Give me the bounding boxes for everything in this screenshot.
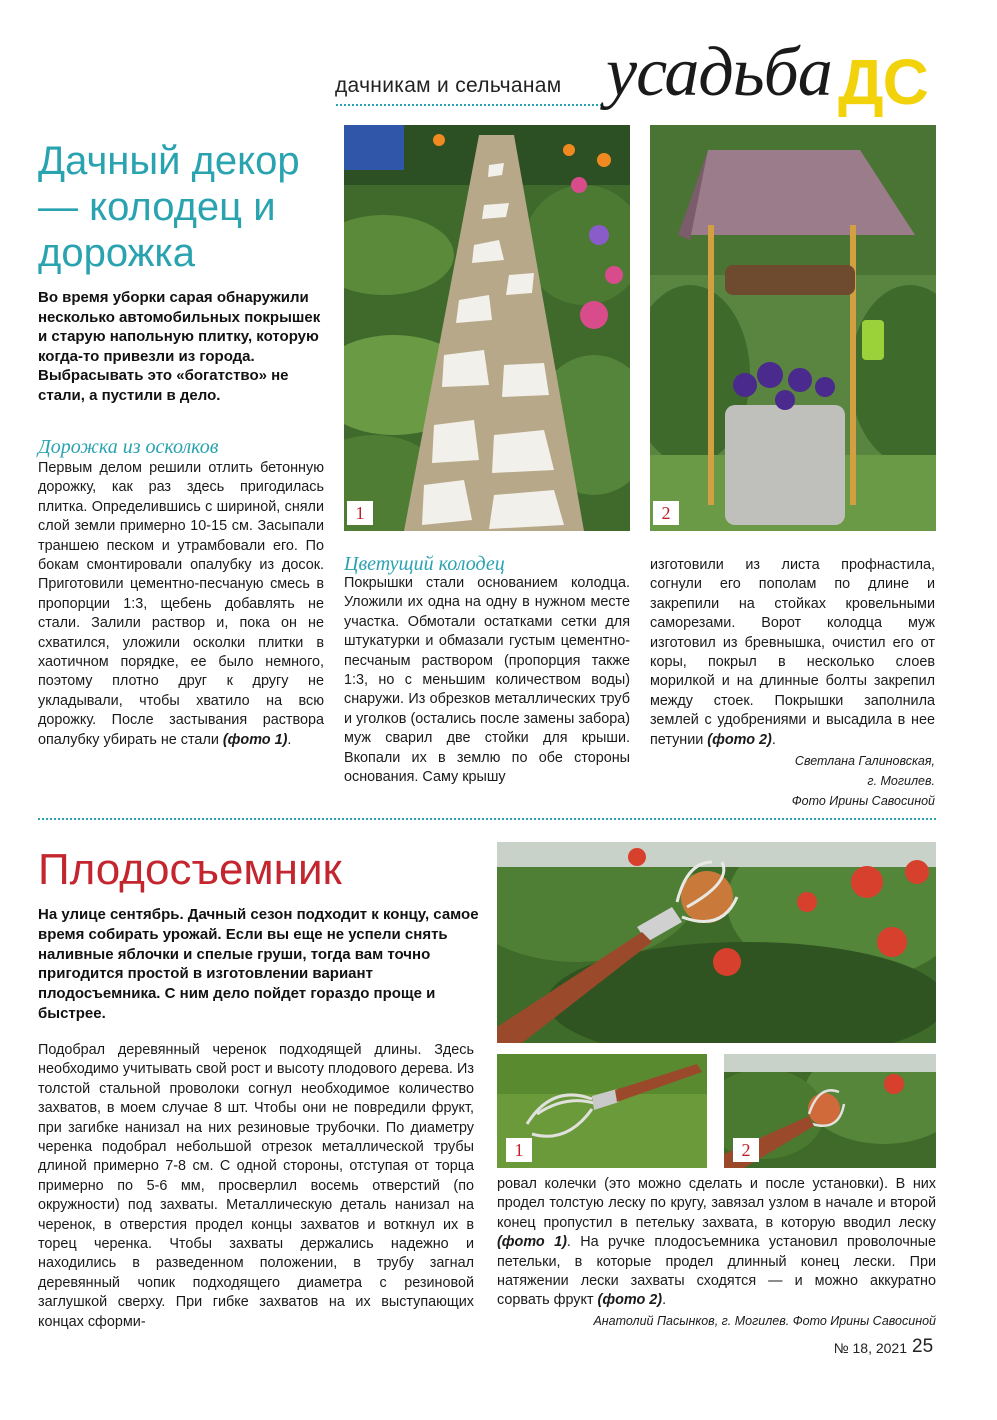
article1-paragraph-path: Первым делом решили отлить бетонную дорожку, как раз здесь пригодилась плитка. Определившись с шириной, сняли слой земли примерно 10-15 см. Засыпали траншею песком и утрамбовали его. По бокам смонтировали опалубку из досок. Приготовили цементно-песчаную смесь в пропорции 1:3, щебень добавлять не стали. Залили раствор и, пока он не схватился, уложили осколки плитки в хаотичном порядке, ее было немного, поэтому плотно друг к другу не укладывали, чтобы хватило на всю дорожку. После застывания раствора опалубку убирать не стали (фото 1). — [38, 460, 324, 748]
article-divider — [38, 818, 936, 820]
article1-paragraph-well: Покрышки стали основанием колодца. Уложили их одна на одну в нужном месте участка. Обмотали остатками сетки для штукатурки и обмазали густым цементно-песчаным раствором (пропорция также 1:3, но с меньшим количеством воды) снаружи. Из обрезков металлических труб и уголков (остались после замены забора) муж сварил две стойки для крыши. Вкопали их в землю по обе стороны основания. Саму крышу — [344, 575, 630, 786]
article1-city: г. Могилев. — [867, 774, 935, 788]
article2-photo1-ref: (фото 1) — [497, 1234, 567, 1251]
photo-flower-well — [650, 125, 936, 531]
article1-subheading-path: Дорожка из осколков — [38, 436, 219, 458]
article1-subheading-well: Цветущий колодец — [344, 553, 505, 575]
article2-paragraph-2 — [497, 1175, 936, 1311]
photo-fruit-picker-apple — [724, 1054, 936, 1168]
photo-fruit-picker-grass — [497, 1054, 707, 1168]
photo2-number: 2 — [653, 501, 679, 525]
photo1-number: 1 — [347, 501, 373, 525]
article1-title: Дачный декор — колодец и дорожка — [38, 139, 300, 275]
section-rule — [336, 104, 602, 106]
article2-paragraph-end: . — [662, 1292, 667, 1309]
article1-author: Светлана Галиновская, — [794, 754, 935, 768]
brand-mark: ДС — [838, 46, 928, 118]
article2-lead: На улице сентябрь. Дачный сезон подходит к концу, самое время собирать урожай. Если вы еще не успели снять наливные яблочки и спелые груши, тогда вам точно пригодится простой в изготовлении вариант плодосъемника. С ним дело пойдет гораздо проще и быстрее. — [38, 906, 479, 1022]
article1-paragraph-roof-text: изготовили из листа профнастила, согнули его пополам по длине и закрепили на стойках кровельными саморезами. Ворот колодца муж изготовил из бревнышка, очистил его от коры, покрыл в несколько слоев морилкой и на длинные болты закрепил между стоек. Покрышки заполнила землей с удобрениями и высадила в нее петунии — [650, 557, 935, 748]
article1-photo-credit: Фото Ирины Савосиной — [791, 794, 935, 808]
article2-paragraph-2b-text: . На ручке плодосъемника установил проволочные петельки, в которые продел длинный конец лески. При натяжении лески захваты сходятся — и можно аккуратно сорвать фрукт — [497, 1234, 936, 1309]
article2-paragraph-1: Подобрал деревянный черенок подходящей длины. Здесь необходимо учитывать свой рост и высоту плодового дерева. Из толстой стальной проволоки согнул необходимое количество захватов, в моем случае 8 шт. Чтобы они не повредили фрукт, при загибке нанизал на них резиновые трубочки. По диаметру черенка подобрал небольшой отрезок металлической трубы длиной примерно 7-8 см. С одной стороны, отступая от торца примерно по 5-6 мм, просверлил восемь отверстий (по окружности) под захваты. Металлическую деталь нанизал на черенок, в отверстия продел концы захватов и воткнул их в торец черенка. Чтобы захваты держались надежно и находились в разведенном положении, в трубу загнал деревянный чопик подходящего диаметра с резиновой заглушкой сверху. При гибке захватов на их выступающих концах сформи- — [38, 1042, 474, 1330]
brand-title: усадьба — [606, 34, 832, 111]
article1-photo2-ref: (фото 2) — [707, 731, 772, 748]
article1-paragraph-path-text: Первым делом решили отлить бетонную дорожку, как раз здесь пригодилась плитка. Определившись с шириной, сняли слой земли примерно 10-15 см. Засыпали траншею песком и утрамбовали его. По бокам смонтировали опалубку из досок. Приготовили цементно-песчаную смесь в пропорции 1:3, щебень добавлять не стали. Залили раствор и, пока он не схватился, уложили осколки плитки в хаотичном порядке, ее было немного, поэтому плотно друг к другу не укладывали, чтобы хватило на всю дорожку. После застывания раствора опалубку убирать не стали — [38, 460, 324, 748]
photo-fruit-picker-tree — [497, 842, 936, 1043]
page-number: 25 — [912, 1336, 934, 1357]
section-label: дачникам и сельчанам — [335, 74, 562, 97]
photo4-number: 2 — [733, 1138, 759, 1162]
photo3-number: 1 — [506, 1138, 532, 1162]
article2-title: Плодосъемник — [38, 845, 342, 894]
article2-photo2-ref: (фото 2) — [597, 1292, 663, 1309]
issue-number: № 18, 2021 — [833, 1340, 907, 1356]
article1-lead: Во время уборки сарая обнаружили несколько автомобильных покрышек и старую напольную плитку, которую когда-то привезли из города. Выбрасывать это «богатство» не стали, а пустили в дело. — [38, 289, 321, 404]
article1-paragraph-roof: изготовили из листа профнастила, согнули его пополам по длине и закрепили на стойках кровельными саморезами. Ворот колодца муж изготовил из бревнышка, очистил его от коры, покрыл в несколько слоев морилкой и на длинные болты закрепил между стоек. Покрышки заполнила землей с удобрениями и высадила в нее петунии (фото 2). — [650, 557, 935, 748]
article2-paragraph-2a-text: ровал колечки (это можно сделать и после установки). В них продел толстую леску по кругу, завязал узлом в начале и второй конец пропустил в петельку захвата, в которую вводил леску — [497, 1176, 936, 1231]
photo-garden-path — [344, 125, 630, 531]
article1-photo1-ref: (фото 1) — [222, 731, 288, 748]
article2-credit: Анатолий Пасынков, г. Могилев. Фото Ирины Савосиной — [593, 1314, 936, 1328]
